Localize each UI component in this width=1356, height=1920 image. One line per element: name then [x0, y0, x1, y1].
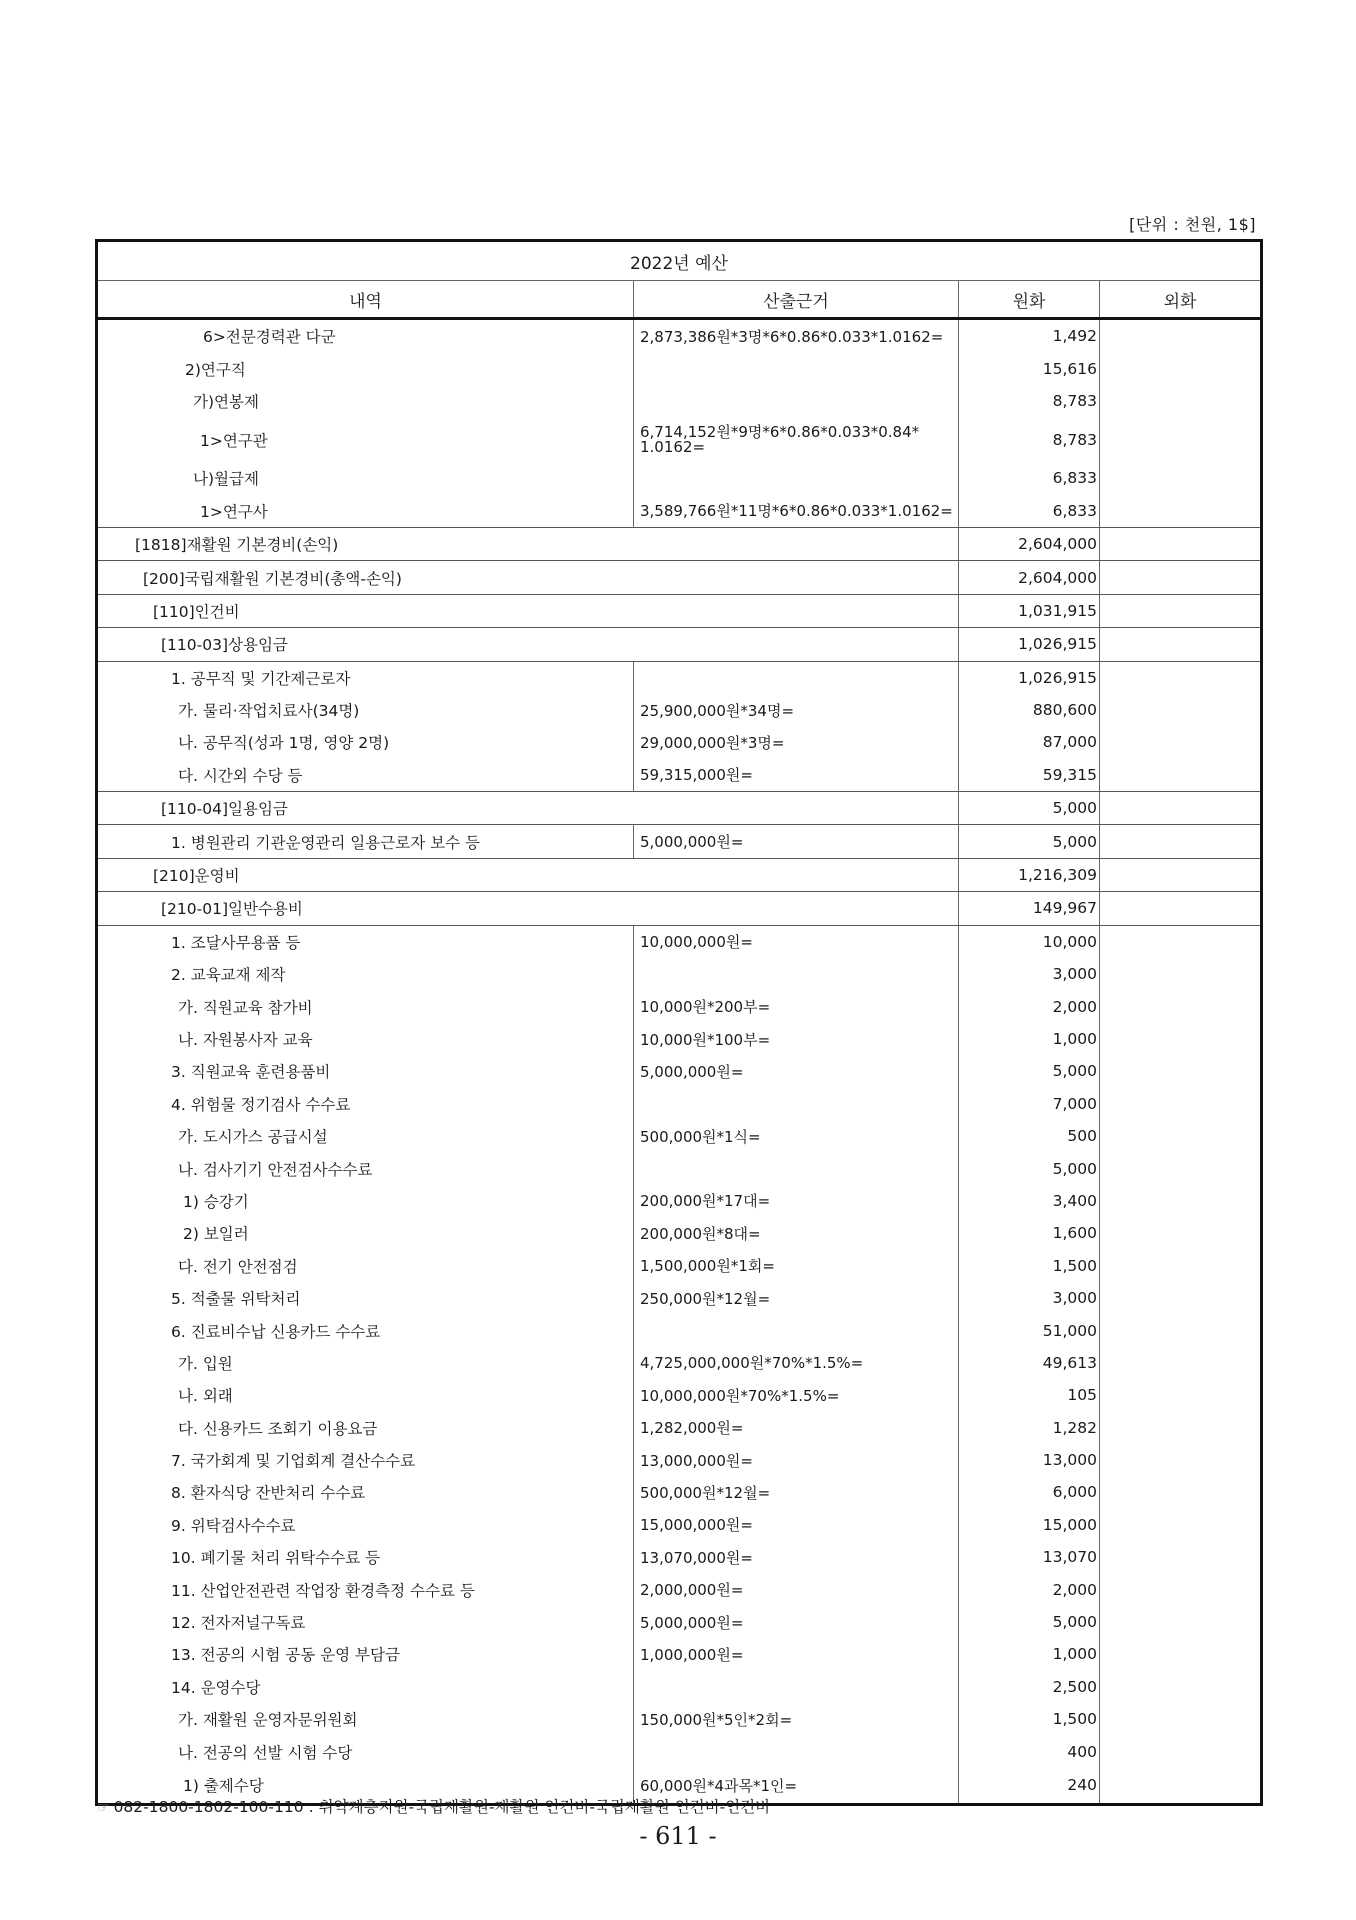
table-row [97, 385, 1262, 417]
row-won-amount: 2,000 [959, 990, 1100, 1022]
table-row [97, 527, 1262, 560]
table-row [97, 694, 1262, 726]
row-won-amount: 5,000 [959, 825, 1100, 858]
table-row [97, 1735, 1262, 1767]
row-basis: 5,000,000원= [634, 1606, 959, 1638]
row-basis: 60,000원*4과목*1인= [634, 1768, 959, 1805]
row-won-amount: 500 [959, 1120, 1100, 1152]
row-won-amount: 1,492 [959, 319, 1100, 353]
row-description: 다. 신용카드 조회기 이용요금 [178, 1419, 378, 1438]
row-foreign-amount [1100, 1379, 1262, 1411]
row-won-amount: 240 [959, 1768, 1100, 1805]
row-description: [110]인건비 [97, 594, 959, 627]
row-foreign-amount [1100, 1509, 1262, 1541]
row-description: 다. 전기 안전점검 [178, 1257, 298, 1276]
row-description: 나. 검사기기 안전검사수수료 [178, 1160, 373, 1179]
row-won-amount: 8,783 [959, 385, 1100, 417]
row-description: 4. 위험물 정기검사 수수료 [171, 1095, 351, 1114]
row-basis [634, 1152, 959, 1184]
table-row [97, 1282, 1262, 1314]
row-foreign-amount [1100, 1476, 1262, 1508]
row-basis: 10,000,000원= [634, 925, 959, 958]
row-won-amount: 3,000 [959, 1282, 1100, 1314]
table-row [97, 1671, 1262, 1703]
row-basis: 2,873,386원*3명*6*0.86*0.033*1.0162= [634, 319, 959, 353]
row-won-amount: 15,616 [959, 352, 1100, 384]
row-basis [634, 661, 959, 694]
row-description: 1. 공무직 및 기간제근로자 [171, 669, 351, 688]
row-won-amount: 3,400 [959, 1185, 1100, 1217]
table-row [97, 1120, 1262, 1152]
table-row [97, 1250, 1262, 1282]
row-description: 12. 전자저널구독료 [171, 1614, 306, 1633]
row-basis: 250,000원*12월= [634, 1282, 959, 1314]
row-won-amount: 5,000 [959, 1606, 1100, 1638]
header-foreign: 외화 [1100, 281, 1262, 319]
row-foreign-amount [1100, 1541, 1262, 1573]
row-foreign-amount [1100, 319, 1262, 353]
row-description: [110-03]상용임금 [97, 628, 959, 661]
row-won-amount: 51,000 [959, 1314, 1100, 1346]
table-row [97, 661, 1262, 694]
row-basis: 3,589,766원*11명*6*0.86*0.033*1.0162= [634, 495, 959, 528]
row-basis [634, 385, 959, 417]
row-basis: 1,282,000원= [634, 1412, 959, 1444]
row-description: 3. 직원교육 훈련용품비 [171, 1063, 331, 1082]
row-foreign-amount [1100, 1735, 1262, 1767]
table-row [97, 1185, 1262, 1217]
row-won-amount: 13,070 [959, 1541, 1100, 1573]
row-description: [210]운영비 [97, 858, 959, 891]
header-basis: 산출근거 [634, 281, 959, 319]
row-foreign-amount [1100, 1055, 1262, 1087]
row-won-amount: 1,500 [959, 1250, 1100, 1282]
row-basis: 15,000,000원= [634, 1509, 959, 1541]
row-foreign-amount [1100, 1573, 1262, 1605]
table-row [97, 1217, 1262, 1249]
table-row [97, 1379, 1262, 1411]
row-basis: 25,900,000원*34명= [634, 694, 959, 726]
row-foreign-amount [1100, 1185, 1262, 1217]
row-basis: 200,000원*8대= [634, 1217, 959, 1249]
table-row [97, 319, 1262, 353]
row-description: 1. 병원관리 기관운영관리 일용근로자 보수 등 [97, 825, 634, 858]
row-foreign-amount [1100, 1250, 1262, 1282]
row-description: 가. 입원 [178, 1354, 233, 1373]
table-row [97, 1638, 1262, 1670]
row-won-amount: 1,600 [959, 1217, 1100, 1249]
row-description: 나. 자원봉사자 교육 [178, 1031, 313, 1049]
table-title: 2022년 예산 [97, 241, 1262, 281]
row-description: 10. 폐기물 처리 위탁수수료 등 [171, 1549, 381, 1568]
table-row [97, 792, 1262, 825]
table-row [97, 1573, 1262, 1605]
row-basis: 4,725,000,000원*70%*1.5%= [634, 1347, 959, 1379]
row-basis [634, 1088, 959, 1120]
table-row [97, 1152, 1262, 1184]
row-description: [1818]재활원 기본경비(손익) [97, 527, 959, 560]
row-won-amount: 13,000 [959, 1444, 1100, 1476]
footnote-text: 082-1800-1802-100-110 : 취약계층지원-국립재활원-재활원 인건비-국립재활원 인건비-인건비 [113, 1798, 771, 1816]
row-foreign-amount [1100, 1671, 1262, 1703]
row-description: 가. 재활원 운영자문위원회 [178, 1711, 358, 1730]
row-description: 가. 도시가스 공급시설 [178, 1128, 328, 1147]
row-foreign-amount [1100, 1120, 1262, 1152]
row-description: 1>연구사 [97, 495, 634, 528]
row-basis [634, 1314, 959, 1346]
row-foreign-amount [1100, 352, 1262, 384]
row-description: 2. 교육교재 제작 [171, 966, 286, 985]
row-basis: 500,000원*1식= [634, 1120, 959, 1152]
row-basis: 13,070,000원= [634, 1541, 959, 1573]
row-won-amount: 6,000 [959, 1476, 1100, 1508]
unit-label: [단위 : 천원, 1$] [1129, 215, 1256, 234]
row-foreign-amount [1100, 661, 1262, 694]
row-won-amount: 149,967 [959, 892, 1100, 925]
table-row [97, 1476, 1262, 1508]
budget-table [95, 239, 1263, 1806]
row-description: 6>전문경력관 다군 [203, 328, 336, 347]
row-basis: 59,315,000원= [634, 759, 959, 792]
row-foreign-amount [1100, 417, 1262, 462]
table-row [97, 495, 1262, 528]
row-won-amount: 1,216,309 [959, 858, 1100, 891]
row-foreign-amount [1100, 527, 1262, 560]
table-row [97, 561, 1262, 594]
row-description: 13. 전공의 시험 공동 운영 부담금 [171, 1646, 400, 1665]
pointing-hand-icon: ☞ [97, 1800, 110, 1816]
table-row [97, 1509, 1262, 1541]
row-description: [210-01]일반수용비 [97, 892, 959, 925]
row-foreign-amount [1100, 1347, 1262, 1379]
row-won-amount: 1,031,915 [959, 594, 1100, 627]
row-won-amount: 880,600 [959, 694, 1100, 726]
row-foreign-amount [1100, 990, 1262, 1022]
table-row [97, 1606, 1262, 1638]
row-foreign-amount [1100, 892, 1262, 925]
row-foreign-amount [1100, 958, 1262, 990]
row-foreign-amount [1100, 594, 1262, 627]
header-row [97, 281, 1262, 319]
table-row [97, 628, 1262, 661]
footnote [97, 1795, 770, 1817]
table-row [97, 990, 1262, 1022]
row-won-amount: 10,000 [959, 925, 1100, 958]
header-won: 원화 [959, 281, 1100, 319]
row-description: 8. 환자식당 잔반처리 수수료 [171, 1484, 366, 1503]
row-description: 1) 승강기 [183, 1192, 249, 1211]
row-description: 1. 조달사무용품 등 [171, 933, 301, 952]
row-basis: 5,000,000원= [634, 1055, 959, 1087]
row-basis [634, 352, 959, 384]
row-description: 다. 시간외 수당 등 [97, 759, 634, 792]
row-won-amount: 1,000 [959, 1023, 1100, 1055]
row-description: [110-04]일용임금 [97, 792, 959, 825]
row-foreign-amount [1100, 1023, 1262, 1055]
row-foreign-amount [1100, 1768, 1262, 1805]
row-foreign-amount [1100, 1088, 1262, 1120]
row-basis: 1,000,000원= [634, 1638, 959, 1670]
table-row [97, 1023, 1262, 1055]
row-won-amount: 1,026,915 [959, 628, 1100, 661]
row-foreign-amount [1100, 726, 1262, 758]
row-won-amount: 7,000 [959, 1088, 1100, 1120]
row-won-amount: 2,500 [959, 1671, 1100, 1703]
row-description: 가. 직원교육 참가비 [178, 998, 313, 1017]
row-description: 나. 전공의 선발 시험 수당 [178, 1743, 353, 1762]
row-basis: 10,000,000원*70%*1.5%= [634, 1379, 959, 1411]
row-won-amount: 1,282 [959, 1412, 1100, 1444]
row-won-amount: 87,000 [959, 726, 1100, 758]
row-description: 5. 적출물 위탁처리 [171, 1290, 301, 1309]
row-description: 11. 산업안전관련 작업장 환경측정 수수료 등 [171, 1581, 475, 1600]
row-foreign-amount [1100, 694, 1262, 726]
row-description: 14. 운영수당 [171, 1678, 261, 1697]
row-won-amount: 2,604,000 [959, 527, 1100, 560]
table-body [97, 319, 1262, 1805]
row-description: 나)월급제 [193, 470, 259, 489]
table-row [97, 759, 1262, 792]
page-number: - 611 - [639, 1822, 717, 1850]
row-won-amount: 5,000 [959, 1152, 1100, 1184]
row-basis: 10,000원*200부= [634, 990, 959, 1022]
row-won-amount: 2,000 [959, 1573, 1100, 1605]
row-foreign-amount [1100, 1606, 1262, 1638]
row-foreign-amount [1100, 1282, 1262, 1314]
row-basis: 10,000원*100부= [634, 1023, 959, 1055]
row-won-amount: 15,000 [959, 1509, 1100, 1541]
row-won-amount: 5,000 [959, 1055, 1100, 1087]
table-row [97, 958, 1262, 990]
row-won-amount: 1,000 [959, 1638, 1100, 1670]
table-row [97, 1541, 1262, 1573]
row-foreign-amount [1100, 1217, 1262, 1249]
row-description: 9. 위탁검사수수료 [171, 1516, 296, 1535]
row-foreign-amount [1100, 495, 1262, 528]
row-foreign-amount [1100, 1638, 1262, 1670]
row-description: 7. 국가회계 및 기업회계 결산수수료 [171, 1452, 416, 1471]
table-row [97, 726, 1262, 758]
row-won-amount: 3,000 [959, 958, 1100, 990]
row-foreign-amount [1100, 561, 1262, 594]
row-description: 6. 진료비수납 신용카드 수수료 [171, 1322, 381, 1341]
row-basis [634, 958, 959, 990]
table-row [97, 1088, 1262, 1120]
header-description: 내역 [97, 281, 634, 319]
row-foreign-amount [1100, 385, 1262, 417]
row-won-amount: 8,783 [959, 417, 1100, 462]
row-won-amount: 105 [959, 1379, 1100, 1411]
row-foreign-amount [1100, 1703, 1262, 1735]
row-foreign-amount [1100, 462, 1262, 494]
row-won-amount: 5,000 [959, 792, 1100, 825]
table-row [97, 1703, 1262, 1735]
row-foreign-amount [1100, 759, 1262, 792]
row-foreign-amount [1100, 1152, 1262, 1184]
table-row [97, 925, 1262, 958]
row-description: [200]국립재활원 기본경비(총액-손익) [97, 561, 959, 594]
row-basis: 1,500,000원*1회= [634, 1250, 959, 1282]
table-row [97, 352, 1262, 384]
row-foreign-amount [1100, 858, 1262, 891]
table-row [97, 417, 1262, 462]
row-description: 가. 물리·작업치료사(34명) [178, 702, 360, 721]
row-basis: 500,000원*12월= [634, 1476, 959, 1508]
table-row [97, 1412, 1262, 1444]
row-won-amount: 59,315 [959, 759, 1100, 792]
row-basis: 5,000,000원= [634, 825, 959, 858]
row-won-amount: 6,833 [959, 462, 1100, 494]
row-basis: 13,000,000원= [634, 1444, 959, 1476]
table-row [97, 1444, 1262, 1476]
row-foreign-amount [1100, 628, 1262, 661]
row-won-amount: 400 [959, 1735, 1100, 1767]
row-description: 가)연봉제 [193, 392, 259, 411]
table-row [97, 892, 1262, 925]
table-row [97, 858, 1262, 891]
row-description: 나. 외래 [178, 1387, 233, 1406]
row-description: 2) 보일러 [183, 1225, 249, 1244]
row-won-amount: 6,833 [959, 495, 1100, 528]
row-won-amount: 2,604,000 [959, 561, 1100, 594]
row-description: 2)연구직 [185, 360, 246, 379]
row-basis: 200,000원*17대= [634, 1185, 959, 1217]
row-foreign-amount [1100, 1412, 1262, 1444]
row-basis [634, 1735, 959, 1767]
row-description: 나. 공무직(성과 1명, 영양 2명) [178, 734, 390, 753]
row-description: 1>연구관 [200, 431, 268, 450]
row-foreign-amount [1100, 925, 1262, 958]
row-description: 1) 출제수당 [183, 1777, 264, 1796]
row-basis: 29,000,000원*3명= [634, 726, 959, 758]
table-row [97, 594, 1262, 627]
row-basis: 150,000원*5인*2회= [634, 1703, 959, 1735]
row-basis: 6,714,152원*9명*6*0.86*0.033*0.84* 1.0162= [634, 417, 959, 462]
row-foreign-amount [1100, 1314, 1262, 1346]
table-row [97, 1314, 1262, 1346]
table-row [97, 1055, 1262, 1087]
row-foreign-amount [1100, 825, 1262, 858]
table-row [97, 1347, 1262, 1379]
row-basis: 2,000,000원= [634, 1573, 959, 1605]
row-basis [634, 462, 959, 494]
row-won-amount: 1,026,915 [959, 661, 1100, 694]
table-row [97, 825, 1262, 858]
row-foreign-amount [1100, 1444, 1262, 1476]
row-won-amount: 1,500 [959, 1703, 1100, 1735]
row-foreign-amount [1100, 792, 1262, 825]
table-row [97, 462, 1262, 494]
row-basis [634, 1671, 959, 1703]
row-won-amount: 49,613 [959, 1347, 1100, 1379]
